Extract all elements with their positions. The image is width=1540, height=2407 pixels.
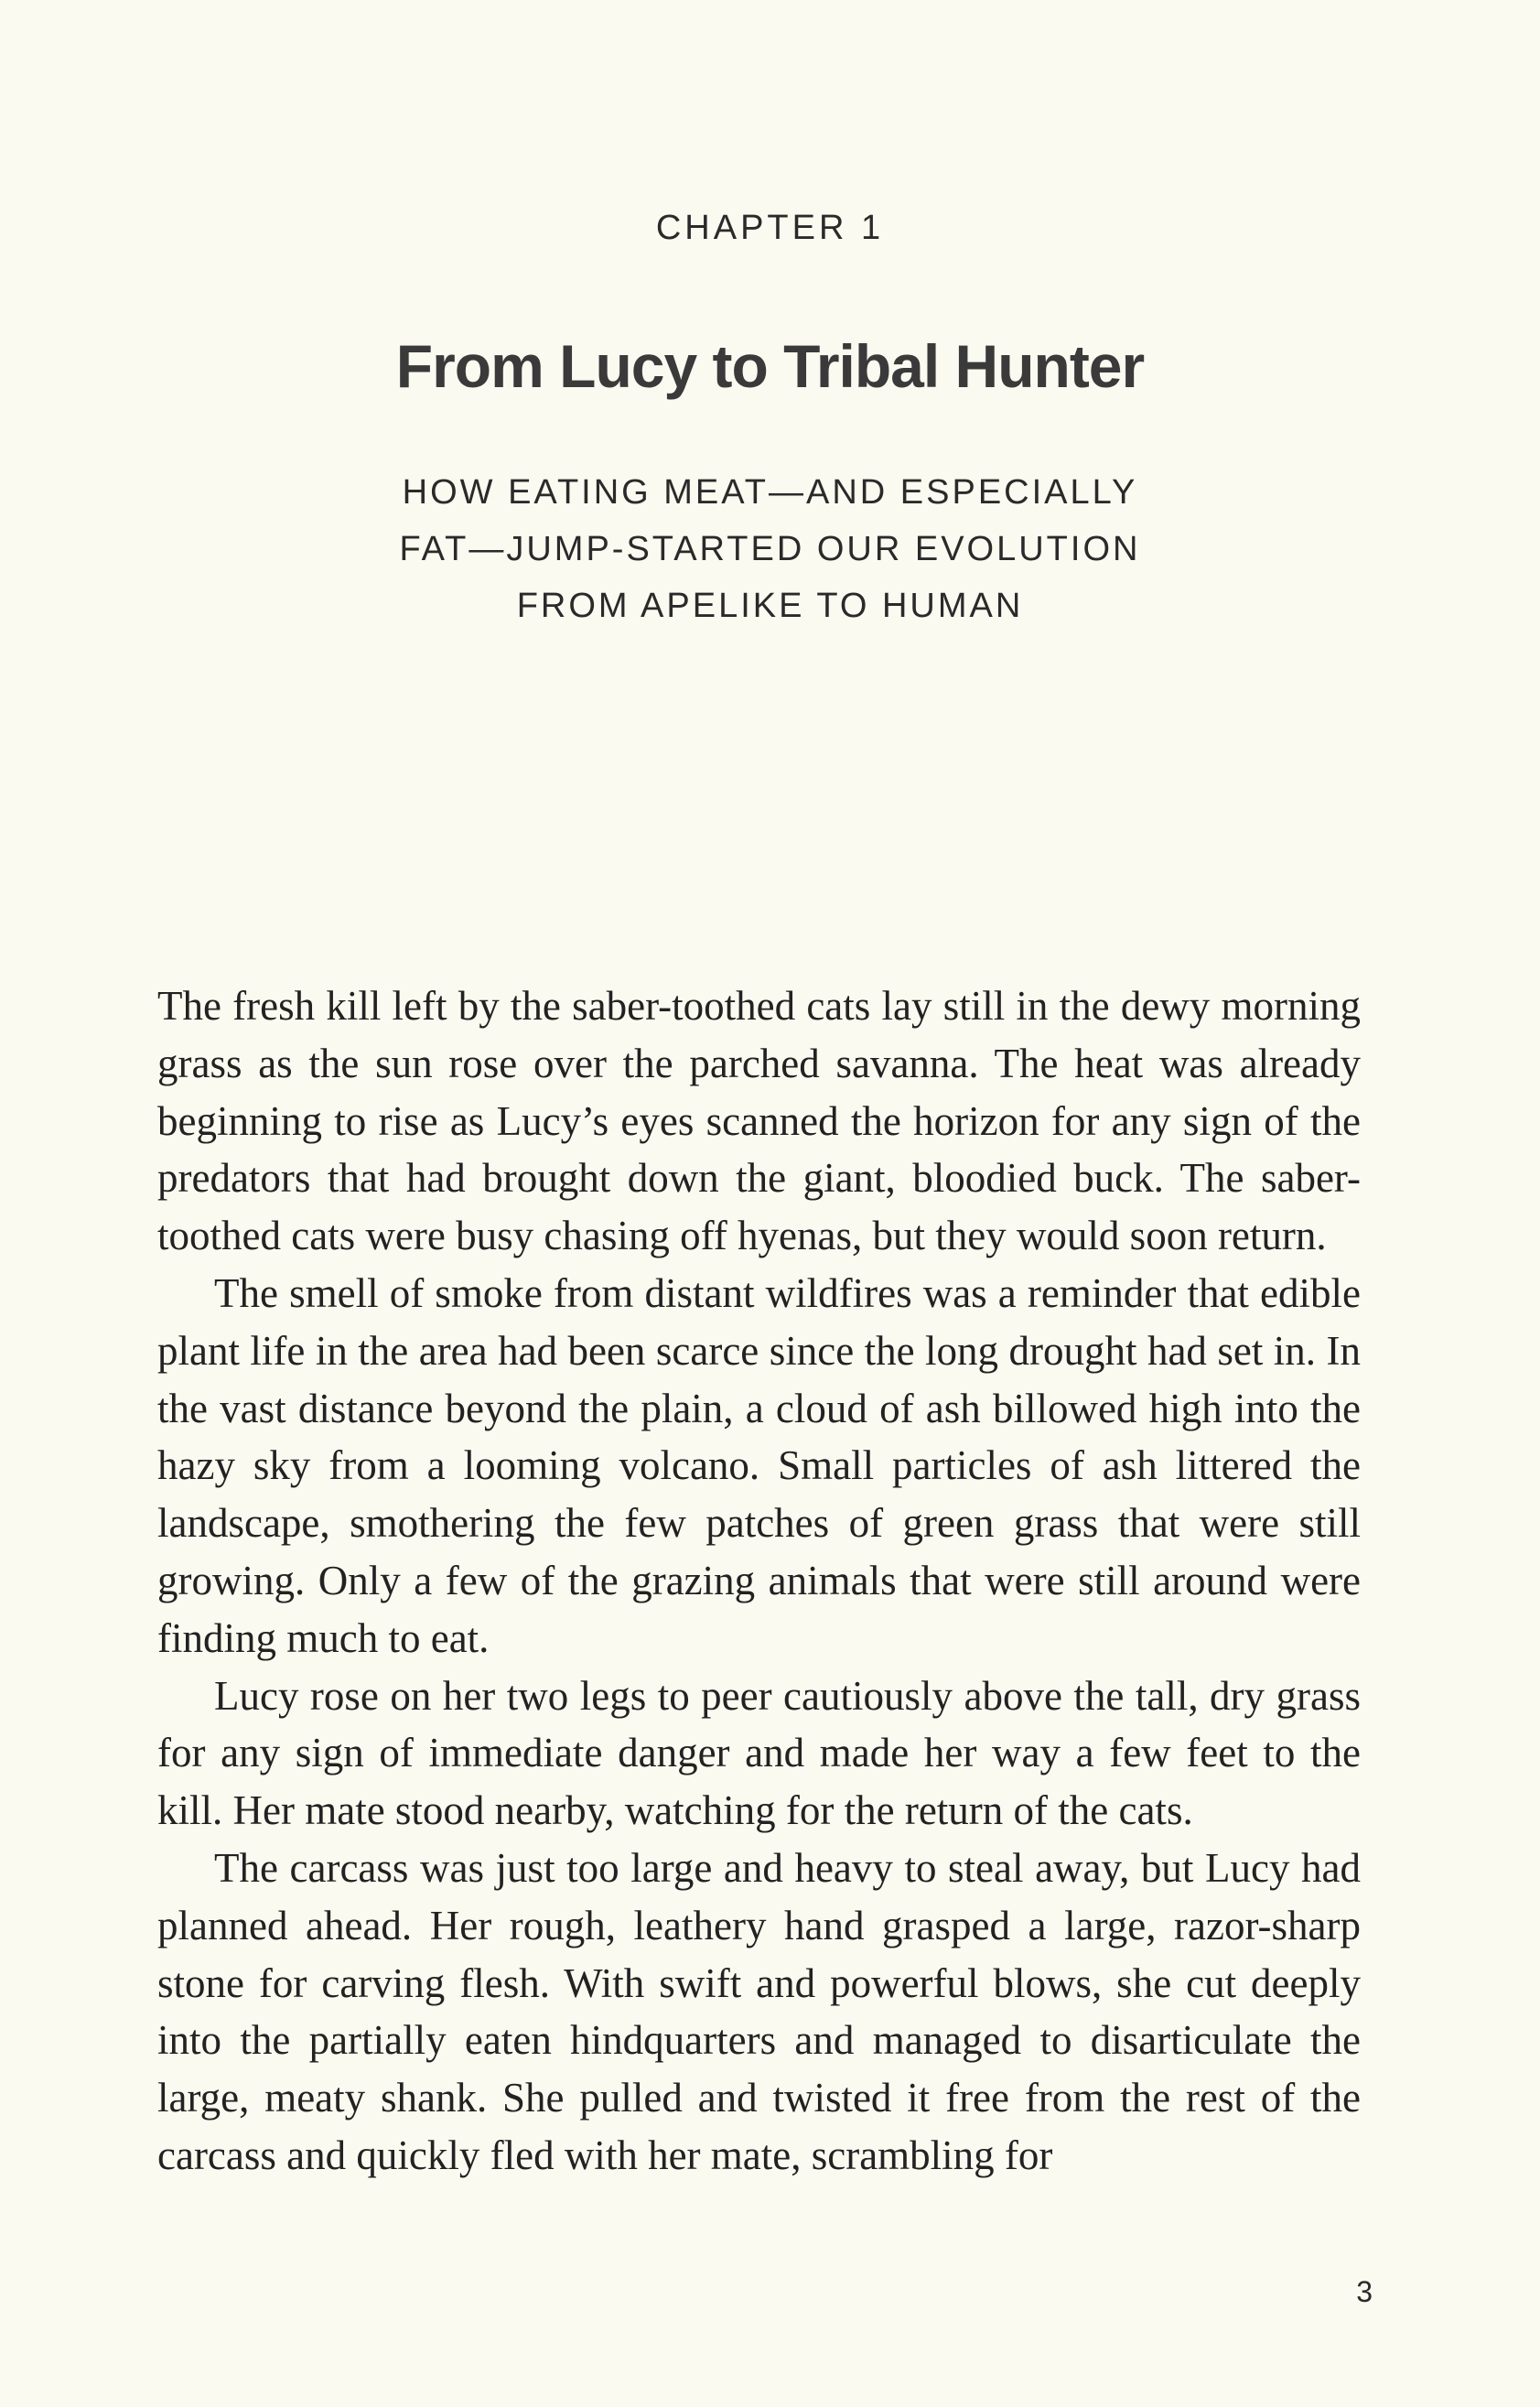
page-number: 3 [1356, 2275, 1373, 2308]
paragraph: The smell of smoke from distant wildfires was a reminder that edible plant life in the area had been scarce since the long drought had set in. In the vast distance beyond the plain, a cloud of ash billowed high into the hazy sky from a looming volcano. Small particles of ash littered the landscape, smothering the few patches of green grass that were still growing. Only a few of the grazing animals that were still around were finding much to eat. [157, 1269, 1361, 1661]
paragraph: The carcass was just too large and heavy to steal away, but Lucy had planned ahead. Her rough, leathery hand grasped a large, razor-sharp stone for carving flesh. With swift and powerful blows, she cut deeply into the partially eaten hindquarters and managed to disarticulate the large, meaty shank. She pulled and twisted it free from the rest of the carcass and quickly fled with her mate, scrambling for [157, 1844, 1361, 2178]
chapter-subtitle [0, 464, 1540, 634]
paragraph: Lucy rose on her two legs to peer cautiously above the tall, dry grass for any sign of immediate danger and made her way a few feet to the kill. Her mate stood nearby, watching for the return of the cats. [157, 1672, 1361, 1834]
subtitle-line: FROM APELIKE TO HUMAN [516, 587, 1024, 625]
subtitle-line: FAT—JUMP-STARTED OUR EVOLUTION [399, 530, 1141, 568]
paragraph: The fresh kill left by the saber-toothed cats lay still in the dewy morning grass as the sun rose over the parched savanna. The heat was already beginning to rise as Lucy’s eyes scanned the horizon for any sign of the predators that had brought down the giant, bloodied buck. The saber-toothed cats were busy chasing off hyenas, but they would soon return. [157, 983, 1361, 1259]
chapter-title: From Lucy to Tribal Hunter [395, 332, 1145, 400]
chapter-label: CHAPTER 1 [655, 209, 885, 247]
body-text [157, 977, 1361, 2185]
subtitle-line: HOW EATING MEAT—AND ESPECIALLY [402, 473, 1138, 512]
